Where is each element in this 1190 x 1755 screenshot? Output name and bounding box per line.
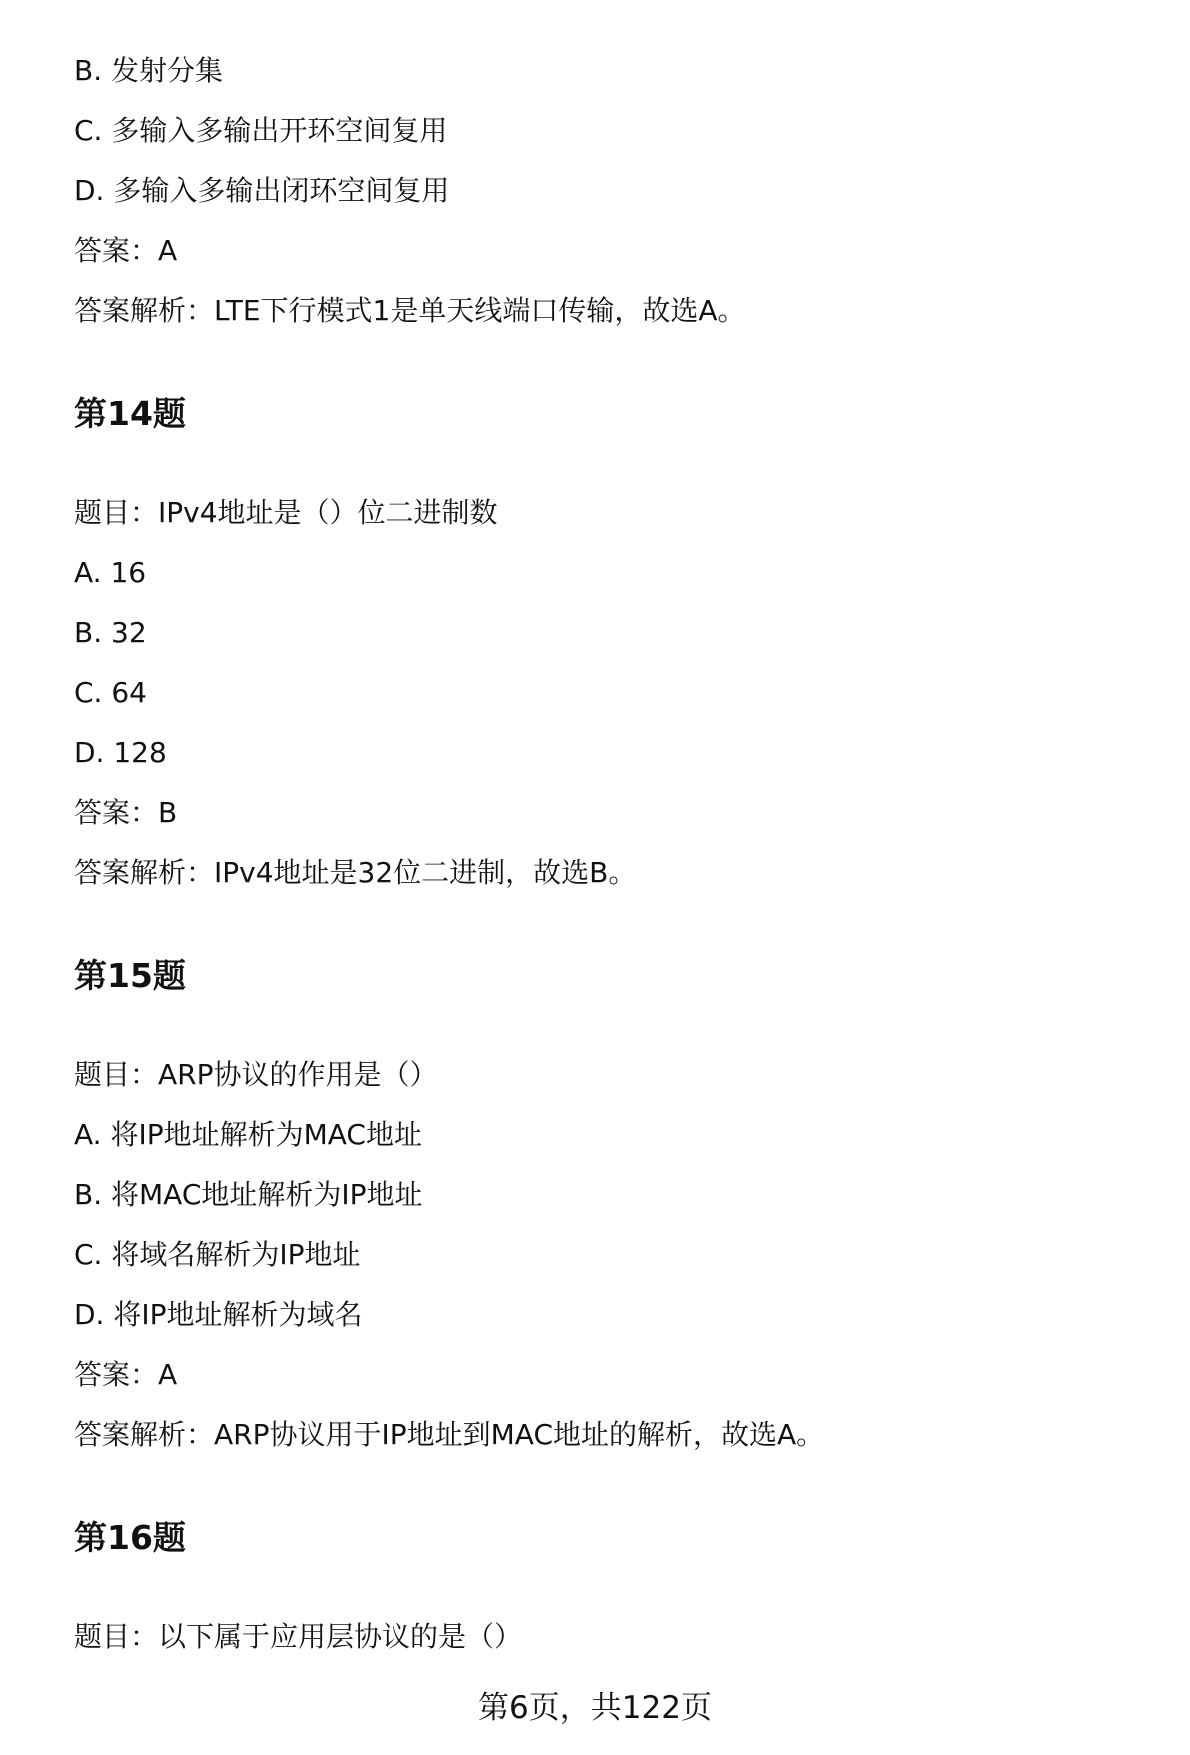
q15-option-d: D. 将IP地址解析为域名 (74, 1298, 363, 1331)
q15-option-b: B. 将MAC地址解析为IP地址 (74, 1178, 423, 1211)
q13-option-c: C. 多输入多输出开环空间复用 (74, 114, 448, 147)
q13-answer: 答案：A (74, 234, 178, 267)
q15-option-a: A. 将IP地址解析为MAC地址 (74, 1118, 422, 1151)
q15-question: 题目：ARP协议的作用是（） (74, 1058, 438, 1091)
q14-option-d: D. 128 (74, 736, 167, 769)
q14-explanation: 答案解析：IPv4地址是32位二进制，故选B。 (74, 856, 637, 889)
q13-option-d: D. 多输入多输出闭环空间复用 (74, 174, 450, 207)
q15-explanation: 答案解析：ARP协议用于IP地址到MAC地址的解析，故选A。 (74, 1418, 825, 1451)
q14-option-b: B. 32 (74, 616, 147, 649)
q14-option-c: C. 64 (74, 676, 147, 709)
q14-question: 题目：IPv4地址是（）位二进制数 (74, 496, 498, 529)
page-footer: 第6页，共122页 (478, 1690, 712, 1726)
q14-heading: 第14题 (74, 394, 186, 433)
q16-heading: 第16题 (74, 1518, 186, 1557)
q15-answer: 答案：A (74, 1358, 178, 1391)
q16-question: 题目：以下属于应用层协议的是（） (74, 1620, 523, 1653)
q14-option-a: A. 16 (74, 556, 147, 589)
q15-heading: 第15题 (74, 956, 186, 995)
q15-option-c: C. 将域名解析为IP地址 (74, 1238, 361, 1271)
q13-explanation: 答案解析：LTE下行模式1是单天线端口传输，故选A。 (74, 294, 746, 327)
q13-option-b: B. 发射分集 (74, 54, 224, 87)
q14-answer: 答案：B (74, 796, 178, 829)
